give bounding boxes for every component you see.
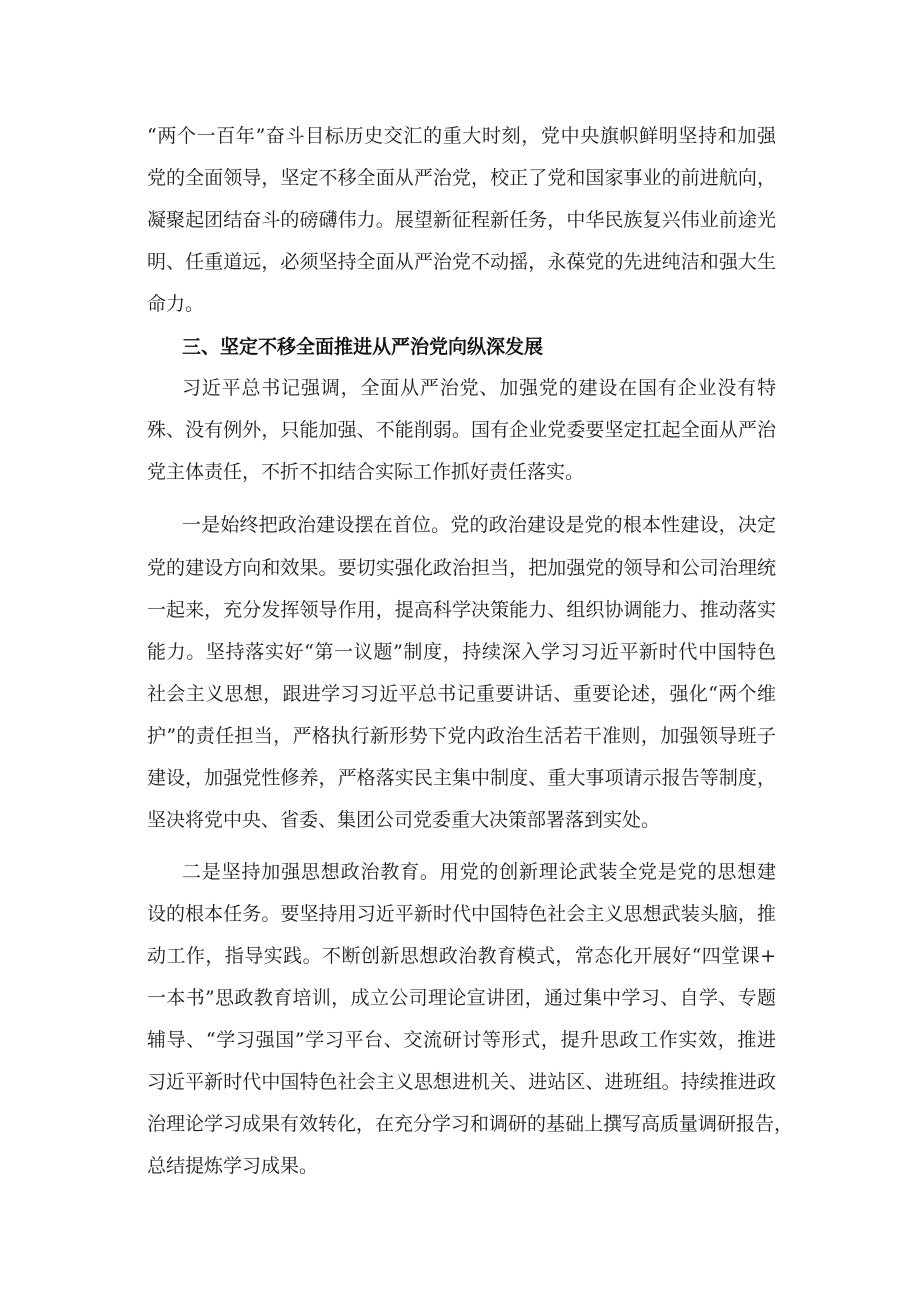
text-line: 党主体责任，不折不扣结合实际工作抓好责任落实。 — [147, 461, 585, 483]
text-line: 习近平总书记强调，全面从严治党、加强党的建设在国有企业没有特 — [182, 377, 776, 399]
text-line: 习近平新时代中国特色社会主义思想进机关、进站区、进班组。持续推进政 — [147, 1071, 776, 1093]
text-line: 护”的责任担当，严格执行新形势下党内政治生活若干准则，加强领导班子 — [147, 725, 776, 747]
text-line: 明、任重道远，必须坚持全面从严治党不动摇，永葆党的先进纯洁和强大生 — [147, 251, 776, 273]
text-line: 党的全面领导，坚定不移全面从严治党，校正了党和国家事业的前进航向， — [147, 167, 776, 189]
text-line: 一起来，充分发挥领导作用，提高科学决策能力、组织协调能力、推动落实 — [147, 599, 776, 621]
text-line: 设的根本任务。要坚持用习近平新时代中国特色社会主义思想武装头脑，推 — [147, 903, 776, 925]
text-line: 一本书”思政教育培训，成立公司理论宣讲团，通过集中学习、自学、专题 — [147, 987, 776, 1009]
text-line: 殊、没有例外，只能加强、不能削弱。国有企业党委要坚定扛起全面从严治 — [147, 419, 776, 441]
section-heading: 三、坚定不移全面推进从严治党向纵深发展 — [182, 336, 544, 358]
text-line: 凝聚起团结奋斗的磅礴伟力。展望新征程新任务，中华民族复兴伟业前途光 — [147, 209, 776, 231]
text-line: 辅导、“学习强国”学习平台、交流研讨等形式，提升思政工作实效，推进 — [147, 1029, 776, 1051]
text-line: 坚决将党中央、省委、集团公司党委重大决策部署落到实处。 — [147, 809, 661, 831]
text-line: 建设，加强党性修养，严格落实民主集中制度、重大事项请示报告等制度， — [147, 767, 776, 789]
text-line: 治理论学习成果有效转化，在充分学习和调研的基础上撰写高质量调研报告， — [147, 1113, 794, 1135]
text-line: 党的建设方向和效果。要切实强化政治担当，把加强党的领导和公司治理统 — [147, 557, 776, 579]
text-line: 总结提炼学习成果。 — [147, 1155, 319, 1177]
text-line: 社会主义思想，跟进学习习近平总书记重要讲话、重要论述，强化“两个维 — [147, 683, 776, 705]
text-line: 能力。坚持落实好“第一议题”制度，持续深入学习习近平新时代中国特色 — [147, 641, 776, 663]
text-line: 命力。 — [147, 293, 205, 315]
text-line: “两个一百年”奋斗目标历史交汇的重大时刻，党中央旗帜鲜明坚持和加强 — [147, 125, 776, 147]
text-line: 二是坚持加强思想政治教育。用党的创新理论武装全党是党的思想建 — [182, 861, 776, 883]
text-line: 动工作，指导实践。不断创新思想政治教育模式，常态化开展好“四堂课+ — [147, 945, 776, 967]
text-line: 一是始终把政治建设摆在首位。党的政治建设是党的根本性建设，决定 — [182, 514, 776, 536]
